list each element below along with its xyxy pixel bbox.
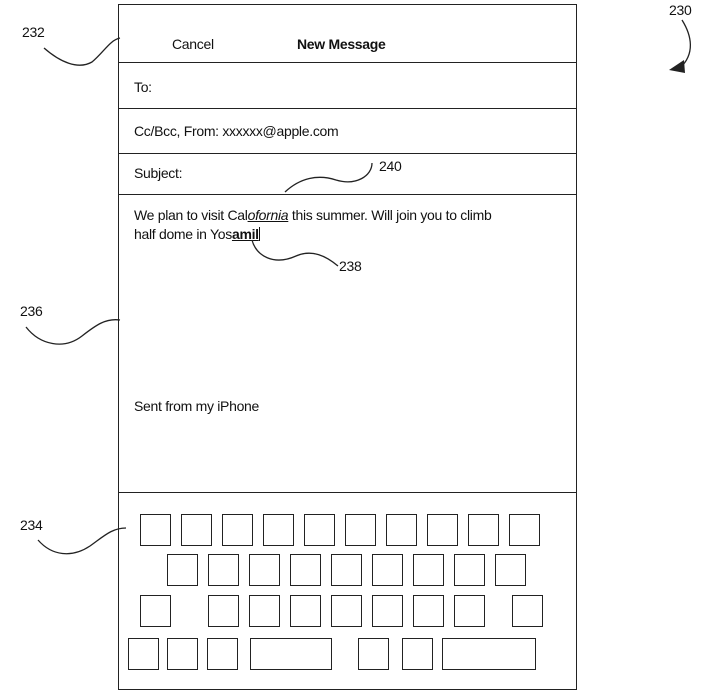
misspelled-word-prefix: Cal [227, 207, 248, 223]
subject-label: Subject: [134, 165, 183, 181]
message-text: We plan to visit [134, 207, 228, 223]
leader-238 [252, 240, 338, 266]
message-text: this summer. Will join you to climb [288, 207, 492, 223]
leader-230 [680, 20, 690, 68]
ref-234: 234 [20, 517, 43, 533]
cc-bcc-from-label: Cc/Bcc, From: xxxxxx@apple.com [134, 123, 339, 139]
ref-238: 238 [339, 258, 362, 274]
misspelled-word[interactable]: ofornia [247, 207, 289, 223]
ref-240: 240 [379, 158, 402, 174]
to-label: To: [134, 79, 152, 95]
message-text: half dome in Yos [134, 226, 232, 242]
leader-232 [44, 38, 120, 65]
ref-230: 230 [669, 2, 692, 18]
signature: Sent from my iPhone [134, 398, 260, 414]
page-title: New Message [297, 36, 386, 52]
ref-232: 232 [22, 24, 45, 40]
arrowhead-230 [669, 60, 685, 73]
autocorrect-suggestion[interactable]: amil [231, 226, 259, 242]
leader-234 [38, 528, 126, 554]
leader-236 [26, 320, 120, 344]
cancel-button[interactable]: Cancel [172, 36, 214, 52]
leader-240 [285, 163, 372, 192]
ref-236: 236 [20, 303, 43, 319]
